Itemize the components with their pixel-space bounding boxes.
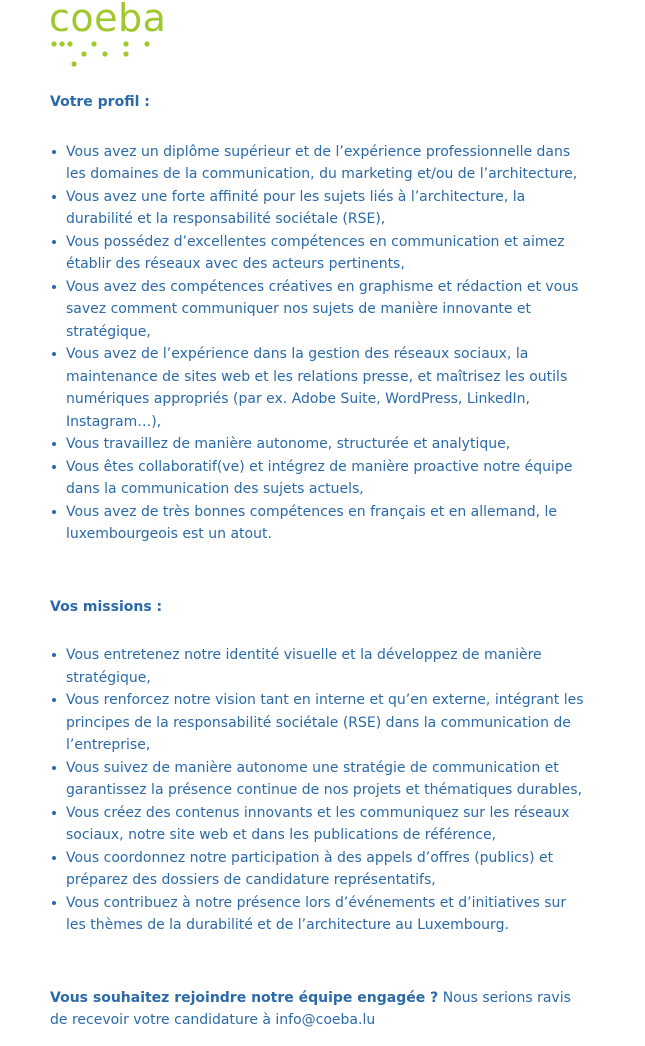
missions-heading: Vos missions : bbox=[50, 598, 163, 615]
list-item: Vous possédez d’excellentes compétences en communication et aimez établir des réseaux avec des acteurs pertinents, bbox=[66, 231, 590, 276]
coeba-logo bbox=[49, 0, 167, 70]
list-item: Vous créez des contenus innovants et les communiquez sur les réseaux sociaux, notre site web et dans les publications de référence, bbox=[66, 802, 590, 847]
closing-text: Nous serions ravis de recevoir votre candidature à info@coeba.lu bbox=[50, 989, 571, 1028]
list-item: Vous travaillez de manière autonome, structurée et analytique, bbox=[66, 433, 590, 456]
list-item: Vous avez des compétences créatives en graphisme et rédaction et vous savez comment communiquer nos sujets de manière innovante et stratégique, bbox=[66, 276, 590, 344]
list-item: Vous coordonnez notre participation à des appels d’offres (publics) et préparez des dossiers de candidature représentatifs, bbox=[66, 847, 590, 892]
list-item: Vous êtes collaboratif(ve) et intégrez de manière proactive notre équipe dans la communication des sujets actuels, bbox=[66, 456, 590, 501]
list-item: Vous avez une forte affinité pour les sujets liés à l’architecture, la durabilité et la responsabilité sociétale (RSE), bbox=[66, 186, 590, 231]
logo-wordmark: coeba bbox=[49, 0, 167, 40]
closing-paragraph bbox=[50, 987, 590, 1032]
list-item: Vous contribuez à notre présence lors d’événements et d’initiatives sur les thèmes de la durabilité et de l’architecture au Luxembourg. bbox=[66, 892, 590, 937]
list-item: Vous entretenez notre identité visuelle et la développez de manière stratégique, bbox=[66, 644, 590, 689]
list-item: Vous avez de très bonnes compétences en français et en allemand, le luxembourgeois est un atout. bbox=[66, 501, 590, 546]
missions-list bbox=[50, 644, 590, 937]
list-item: Vous avez de l’expérience dans la gestion des réseaux sociaux, la maintenance de sites web et les relations presse, et maîtrisez les outils numériques appropriés (par ex. Adobe Suite, WordPress, LinkedIn, Instagram…), bbox=[66, 343, 590, 433]
profile-heading: Votre profil : bbox=[50, 94, 150, 110]
list-item: Vous avez un diplôme supérieur et de l’expérience professionnelle dans les domaines de la communication, du marketing et/ou de l’architecture, bbox=[66, 141, 590, 186]
list-item: Vous suivez de manière autonome une stratégie de communication et garantissez la présence continue de nos projets et thématiques durables, bbox=[66, 757, 590, 802]
job-description bbox=[50, 91, 590, 1046]
logo-dots-icon bbox=[50, 40, 154, 72]
list-item: Vous renforcez notre vision tant en interne et qu’en externe, intégrant les principes de la responsabilité sociétale (RSE) dans la communication de l’entreprise, bbox=[66, 689, 590, 757]
closing-question: Vous souhaitez rejoindre notre équipe engagée ? bbox=[50, 989, 439, 1006]
profile-list bbox=[50, 141, 590, 546]
